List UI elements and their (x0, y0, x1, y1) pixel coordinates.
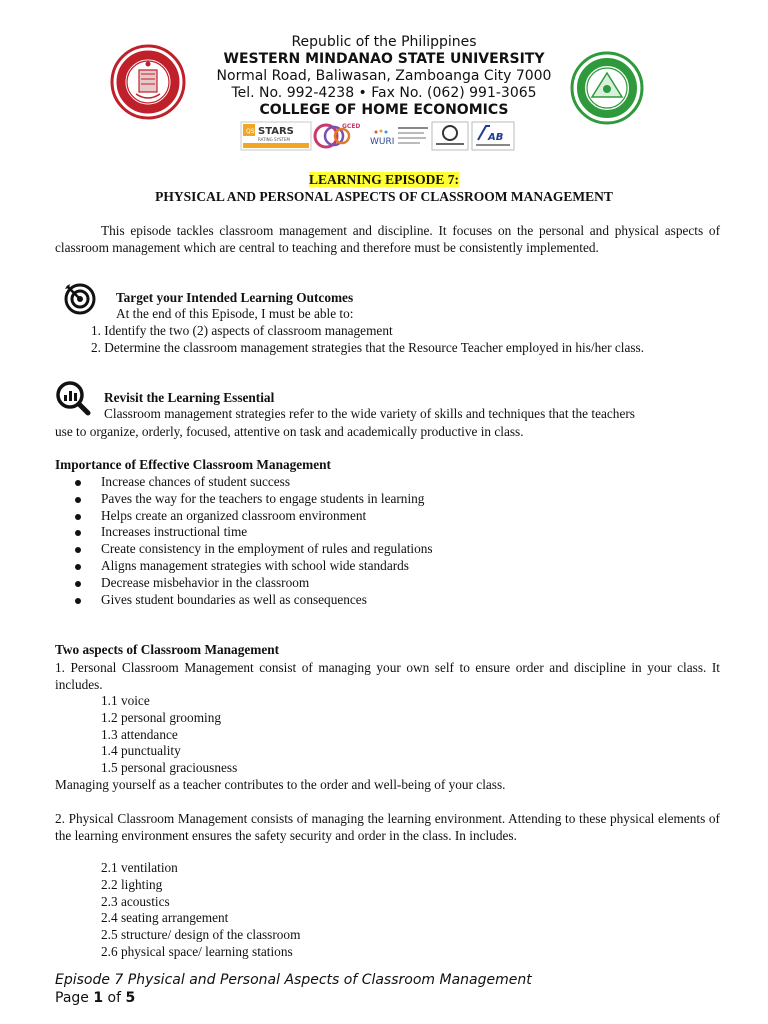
list-item: Decrease misbehavior in the classroom (55, 575, 720, 592)
list-item: Helps create an organized classroom environment (55, 508, 720, 525)
essential-text-line2: use to organize, orderly, focused, attentive on task and academically productive in class. (55, 424, 524, 439)
importance-heading: Importance of Effective Classroom Management (55, 457, 331, 472)
essential-heading: Revisit the Learning Essential (104, 390, 275, 405)
list-item: Gives student boundaries as well as consequences (55, 592, 720, 609)
intro-paragraph: This episode tackles classroom management and discipline. It focuses on the personal and physical aspects of classroom management which are central to teaching and therefore must be consistently implemented. (55, 223, 720, 255)
list-item: Aligns management strategies with school wide standards (55, 558, 720, 575)
list-item: Increases instructional time (55, 524, 720, 541)
bullet-icon (75, 514, 81, 520)
wmsu-seal-logo (110, 44, 186, 120)
target-icon (62, 281, 98, 315)
svg-text:QS: QS (246, 128, 255, 135)
list-item: 2.3 acoustics (101, 893, 170, 909)
footer-title: Episode 7 Physical and Personal Aspects of Classroom Management (55, 972, 532, 988)
list-item: 1.5 personal graciousness (101, 760, 238, 776)
bullet-icon (75, 480, 81, 486)
outcome-item-1: 1. Identify the two (2) aspects of classroom management (91, 323, 393, 338)
college-home-economics-seal-logo (570, 51, 644, 125)
bullet-icon (75, 564, 81, 570)
physical-intro: 2. Physical Classroom Management consists of managing the learning environment. Attending to these physical elements of the learning environment ensures the safety security and order in the class. In includes. (55, 811, 720, 843)
episode-title: LEARNING EPISODE 7: (308, 172, 460, 187)
outcome-item-2: 2. Determine the classroom management strategies that the Resource Teacher employed in his/her class. (91, 340, 645, 355)
list-item: Increase chances of student success (55, 474, 720, 491)
list-item: 2.6 physical space/ learning stations (101, 943, 293, 959)
personal-closing: Managing yourself as a teacher contributes to the order and well-being of your class. (55, 777, 506, 792)
essential-text-line1: Classroom management strategies refer to the wide variety of skills and techniques that the teachers (104, 406, 635, 421)
personal-items (55, 693, 237, 777)
svg-text:AB: AB (488, 132, 504, 143)
list-item: 2.4 seating arrangement (101, 910, 229, 926)
episode-subtitle: PHYSICAL AND PERSONAL ASPECTS OF CLASSROOM MANAGEMENT (155, 189, 613, 204)
total-pages: 5 (125, 990, 136, 1006)
bullet-icon (75, 530, 81, 536)
college-name: COLLEGE OF HOME ECONOMICS (259, 102, 509, 118)
bullet-icon (75, 581, 81, 587)
university-name: WESTERN MINDANAO STATE UNIVERSITY (223, 51, 545, 67)
university-contact: Tel. No. 992-4238 • Fax No. (062) 991-3065 (231, 85, 537, 101)
page-number: Page 1 of 5 (55, 990, 136, 1006)
list-item: 1.4 punctuality (101, 743, 181, 759)
list-item: 1.3 attendance (101, 726, 178, 742)
bullet-icon (75, 547, 81, 553)
list-item: 1.2 personal grooming (101, 709, 222, 725)
list-item: Paves the way for the teachers to engage students in learning (55, 491, 720, 508)
aspects-heading: Two aspects of Classroom Management (55, 642, 280, 657)
svg-text:GCED: GCED (342, 123, 361, 130)
current-page: 1 (93, 990, 104, 1006)
importance-list (55, 474, 720, 608)
svg-text:RATING SYSTEM: RATING SYSTEM (258, 137, 290, 142)
svg-text:WURI: WURI (370, 137, 395, 147)
list-item: 1.1 voice (101, 693, 150, 708)
outcomes-lead: At the end of this Episode, I must be able to: (116, 306, 354, 321)
bullet-icon (75, 598, 81, 604)
svg-text:STARS: STARS (258, 126, 294, 137)
outcomes-heading: Target your Intended Learning Outcomes (116, 290, 354, 305)
personal-intro: 1. Personal Classroom Management consist of managing your own self to ensure order and discipline in your class. It includes. (55, 660, 720, 692)
list-item: 2.5 structure/ design of the classroom (101, 927, 301, 943)
list-item: Create consistency in the employment of rules and regulations (55, 541, 720, 558)
republic-line: Republic of the Philippines (291, 34, 477, 50)
bullet-icon (75, 497, 81, 503)
physical-items (55, 860, 300, 961)
list-item: 2.1 ventilation (101, 860, 178, 875)
list-item: 2.2 lighting (101, 876, 163, 892)
university-address: Normal Road, Baliwasan, Zamboanga City 7000 (216, 68, 552, 84)
magnifier-chart-icon (54, 380, 92, 416)
accreditation-badges (240, 120, 516, 152)
